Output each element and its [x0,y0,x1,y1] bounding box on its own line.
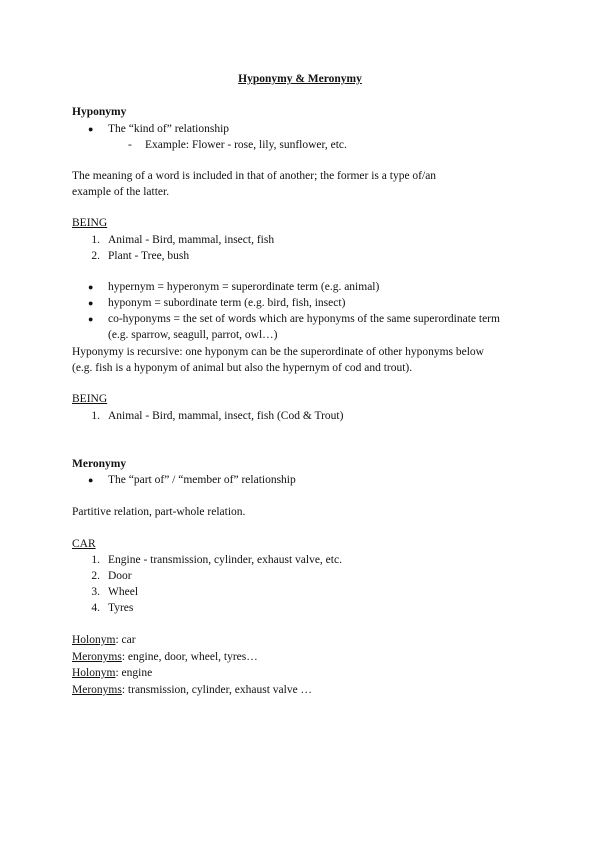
definition-line-1: The meaning of a word is included in that of another; the former is a type of/an [72,170,437,182]
term-hypernym: hypernym = hyperonym = superordinate term (e.g. animal) [108,281,380,293]
list-item: Door [108,570,132,582]
holonym-line [72,666,152,680]
page-title: Hyponymy & Meronymy [238,73,362,85]
meronyms-value: : engine, door, wheel, tyres… [121,651,258,663]
term-cohyponyms: co-hyponyms = the set of words which are hyponyms of the same superordinate term [108,313,500,325]
holonym-label: Holonym [72,667,116,679]
list-number: 3. [91,586,100,598]
being-label-2: BEING [72,393,108,405]
holonym-value: : engine [115,667,153,679]
meronyms-line [72,683,312,697]
bullet-icon: ● [88,298,94,308]
definition-line-2: example of the latter. [72,186,170,198]
list-item: Tyres [108,602,134,614]
meronymy-bullet: The “part of” / “member of” relationship [108,474,296,486]
list-number: 1. [91,410,100,422]
bullet-icon: ● [88,282,94,292]
recursive-line-1: Hyponymy is recursive: one hyponym can be the superordinate of other hyponyms below [72,346,484,358]
meronyms-line [72,650,258,664]
term-cohyponyms-example: (e.g. sparrow, seagull, parrot, owl…) [108,329,278,341]
list-item: Wheel [108,586,139,598]
bullet-icon: ● [88,124,94,134]
meronyms-value: : transmission, cylinder, exhaust valve … [121,684,313,696]
list-number: 2. [91,570,100,582]
meronyms-label: Meronyms [72,684,122,696]
holonym-line [72,633,136,647]
meronymy-heading: Meronymy [72,458,127,470]
hyponymy-example: Example: Flower - rose, lily, sunflower, etc. [145,139,347,151]
list-number: 1. [91,554,100,566]
list-item: Animal - Bird, mammal, insect, fish [108,234,275,246]
list-number: 1. [91,234,100,246]
partitive-line: Partitive relation, part-whole relation. [72,506,246,518]
meronyms-label: Meronyms [72,651,122,663]
term-hyponym: hyponym = subordinate term (e.g. bird, fish, insect) [108,297,346,309]
example-dash: - [128,139,132,151]
list-number: 4. [91,602,100,614]
hyponymy-bullet: The “kind of” relationship [108,123,230,135]
recursive-line-2: (e.g. fish is a hyponym of animal but also the hypernym of cod and trout). [72,362,413,374]
holonym-label: Holonym [72,634,116,646]
bullet-icon: ● [88,475,94,485]
being-label-1: BEING [72,217,108,229]
list-number: 2. [91,250,100,262]
car-label: CAR [72,538,96,550]
hyponymy-heading: Hyponymy [72,106,127,118]
list-item: Animal - Bird, mammal, insect, fish (Cod & Trout) [108,410,344,422]
list-item: Plant - Tree, bush [108,250,190,262]
bullet-icon: ● [88,314,94,324]
list-item: Engine - transmission, cylinder, exhaust valve, etc. [108,554,342,566]
holonym-value: : car [115,634,136,646]
